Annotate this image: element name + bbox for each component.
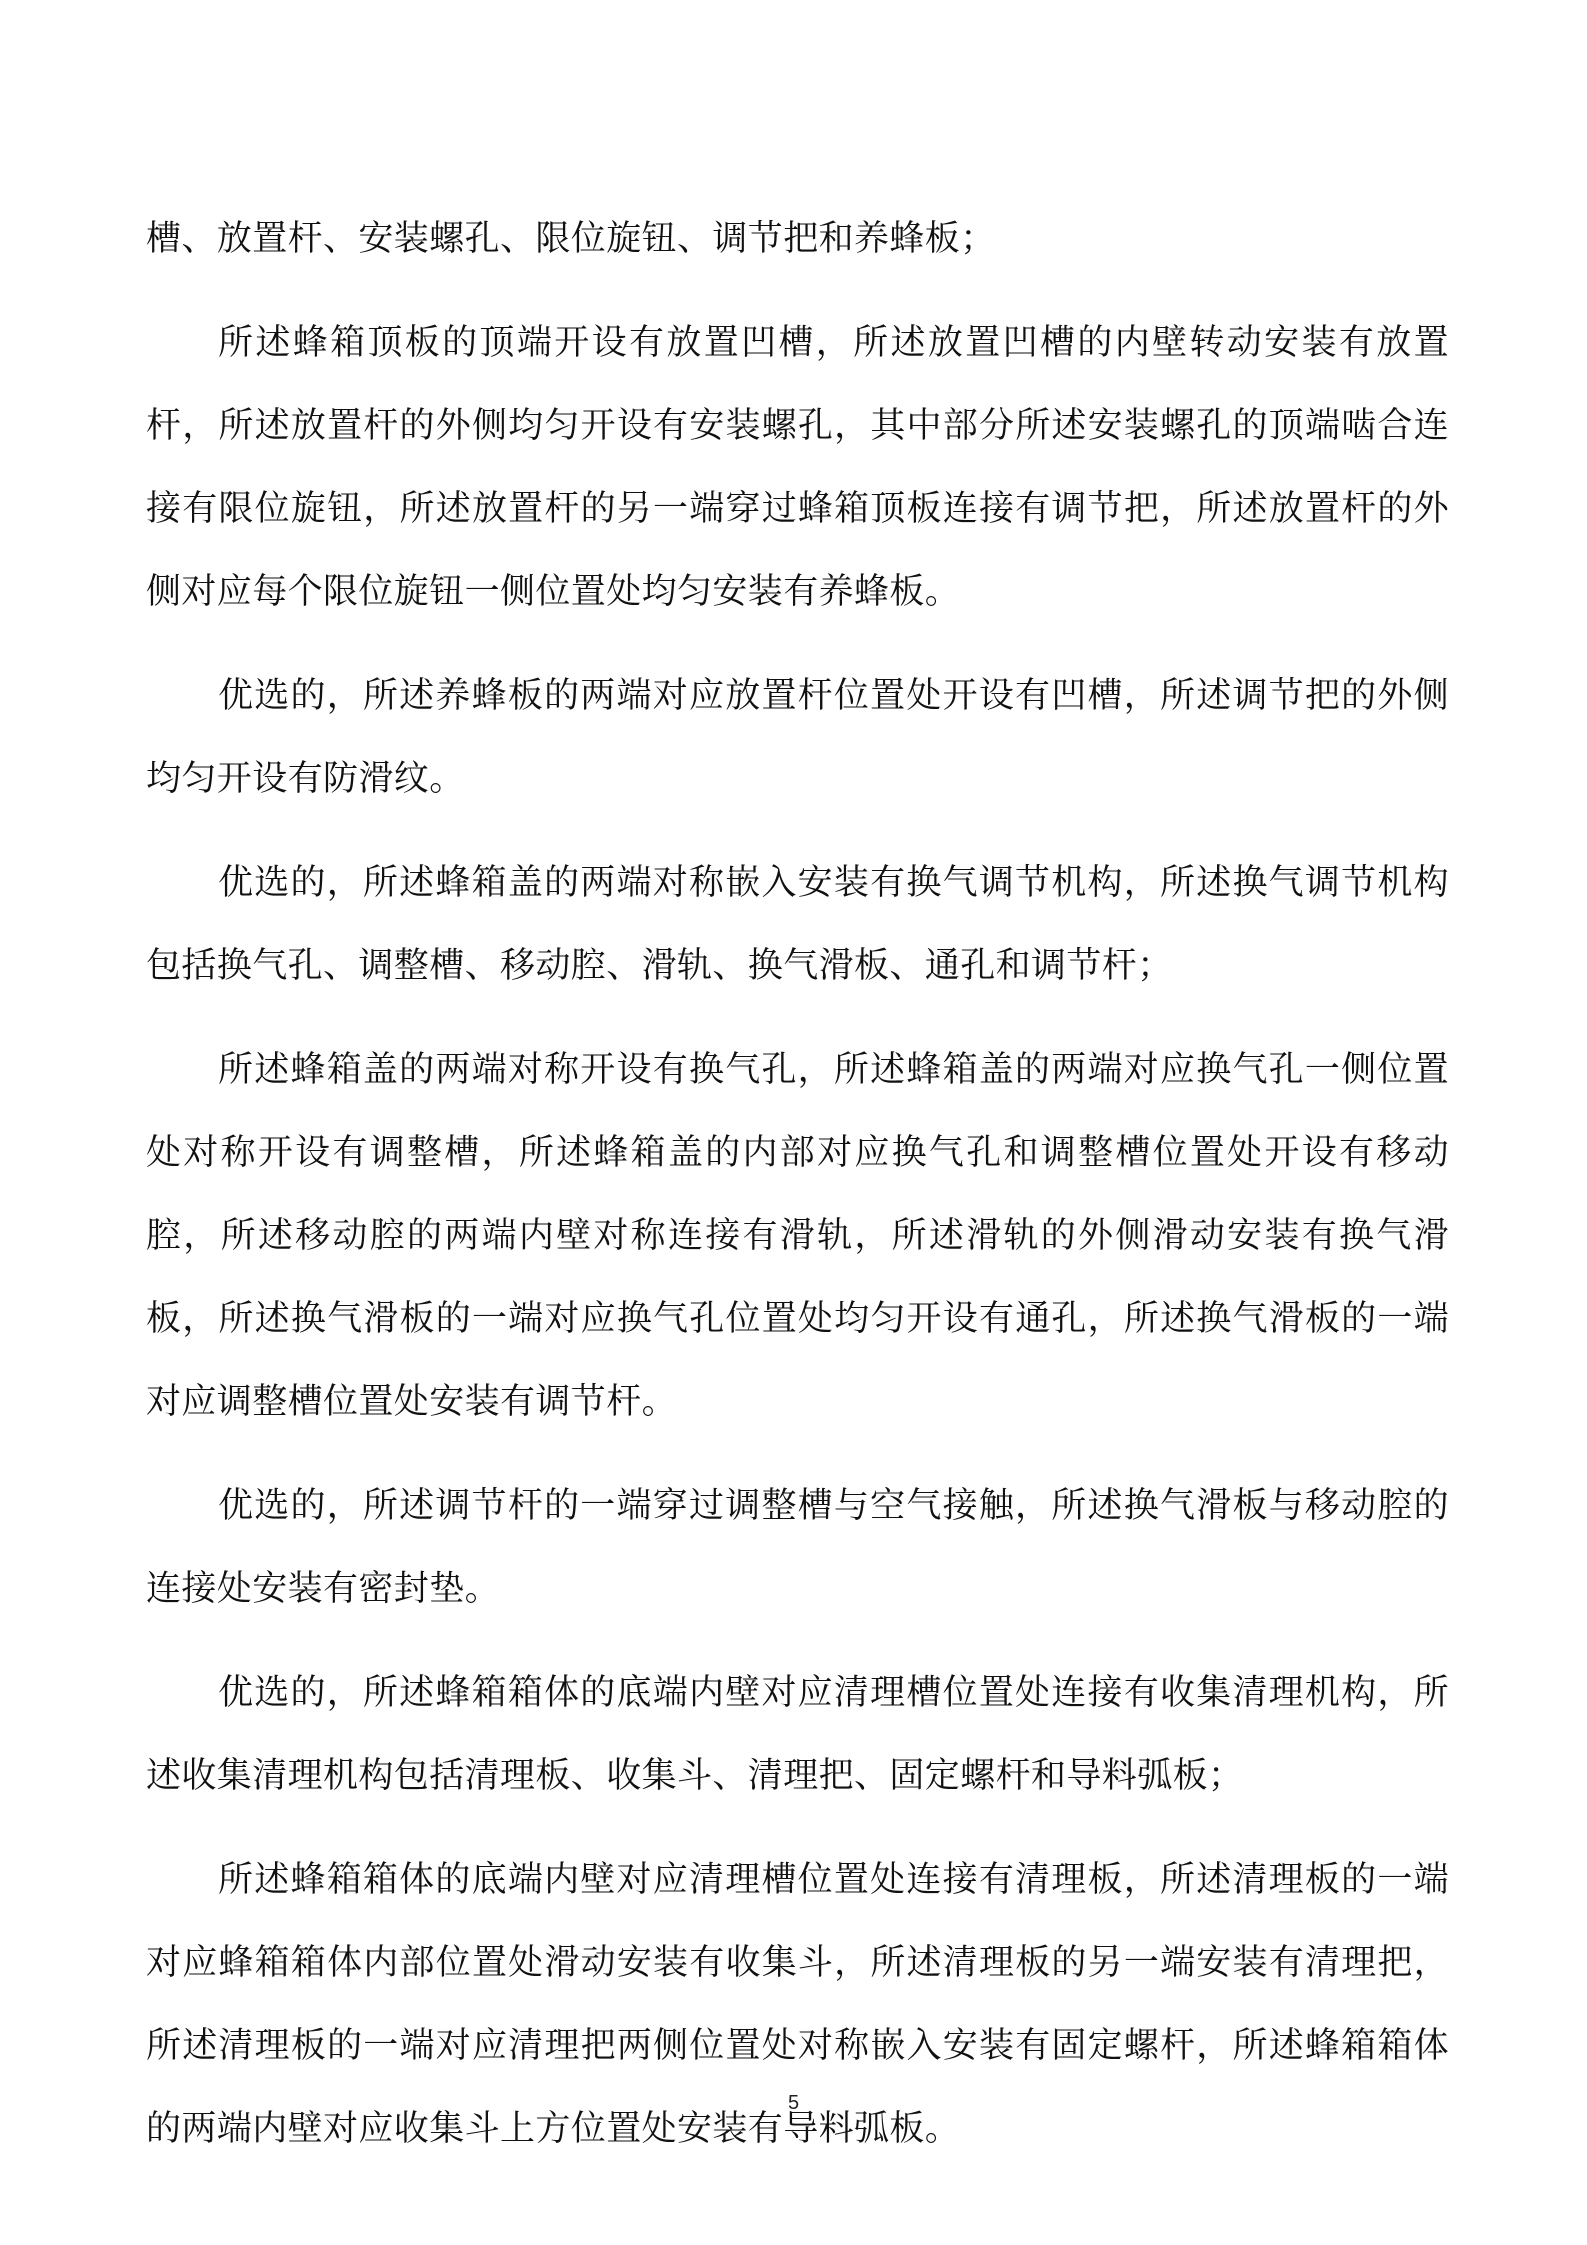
document-body (146, 198, 1449, 2192)
paragraph-5: 所述蜂箱盖的两端对称开设有换气孔，所述蜂箱盖的两端对应换气孔一侧位置处对称开设有调整槽，所述蜂箱盖的内部对应换气孔和调整槽位置处开设有移动腔，所述移动腔的两端内壁对称连接有滑轨，所述滑轨的外侧滑动安装有换气滑板，所述换气滑板的一端对应换气孔位置处均匀开设有通孔，所述换气滑板的一端对应调整槽位置处安装有调节杆。 (146, 1050, 1449, 1422)
paragraph-1: 槽、放置杆、安装螺孔、限位旋钮、调节把和养蜂板； (146, 219, 996, 259)
paragraph-3: 优选的，所述养蜂板的两端对应放置杆位置处开设有凹槽，所述调节把的外侧均匀开设有防滑纹。 (146, 676, 1449, 799)
paragraph-2: 所述蜂箱顶板的顶端开设有放置凹槽，所述放置凹槽的内壁转动安装有放置杆，所述放置杆的外侧均匀开设有安装螺孔，其中部分所述安装螺孔的顶端啮合连接有限位旋钮，所述放置杆的另一端穿过蜂箱顶板连接有调节把，所述放置杆的外侧对应每个限位旋钮一侧位置处均匀安装有养蜂板。 (146, 323, 1449, 612)
paragraph-6: 优选的，所述调节杆的一端穿过调整槽与空气接触，所述换气滑板与移动腔的连接处安装有密封垫。 (146, 1486, 1449, 1609)
paragraph-4: 优选的，所述蜂箱盖的两端对称嵌入安装有换气调节机构，所述换气调节机构包括换气孔、调整槽、移动腔、滑轨、换气滑板、通孔和调节杆； (146, 863, 1449, 986)
page-number: 5 (787, 2092, 800, 2114)
paragraph-7: 优选的，所述蜂箱箱体的底端内壁对应清理槽位置处连接有收集清理机构，所述收集清理机构包括清理板、收集斗、清理把、固定螺杆和导料弧板； (146, 1673, 1449, 1796)
paragraph-8: 所述蜂箱箱体的底端内壁对应清理槽位置处连接有清理板，所述清理板的一端对应蜂箱箱体内部位置处滑动安装有收集斗，所述清理板的另一端安装有清理把，所述清理板的一端对应清理把两侧位置处对称嵌入安装有固定螺杆，所述蜂箱箱体的两端内壁对应收集斗上方位置处安装有导料弧板。 (146, 1860, 1449, 2149)
